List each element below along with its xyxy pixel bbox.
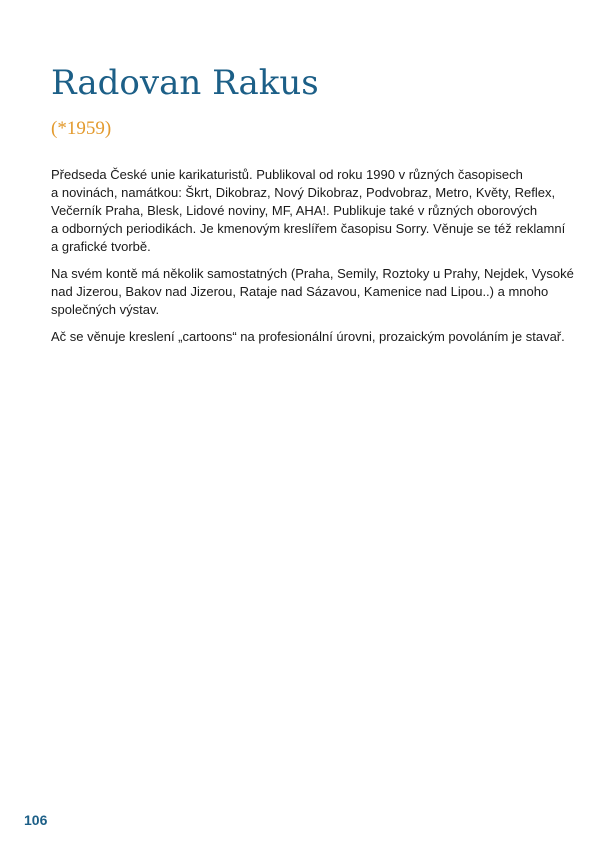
biography-text [51,166,574,355]
biography-paragraph-2 [51,265,574,319]
text-line: a novinách, namátkou: Škrt, Dikobraz, Nový Dikobraz, Podvobraz, Metro, Květy, Reflex, [51,185,556,200]
biography-paragraph-1 [51,166,566,256]
text-line: Předseda České unie karikaturistů. Publikoval od roku 1990 v různých časopisech [51,167,523,182]
text-line: a grafické tvorbě. [51,239,151,254]
page-number: 106 [24,812,48,828]
biography-paragraph-3 [51,328,566,346]
text-line: nad Jizerou, Bakov nad Jizerou, Rataje nad Sázavou, Kamenice nad Lipou..) a mnoho [51,284,549,299]
text-line: Ač se věnuje kreslení „cartoons“ na profesionální úrovni, prozaickým povoláním je stavař. [51,329,565,344]
page-title: Radovan Rakus [51,63,319,103]
text-line: společných výstav. [51,302,160,317]
birth-year: (*1959) [51,118,112,139]
text-line: a odborných periodikách. Je kmenovým kreslířem časopisu Sorry. Věnuje se též reklamní [51,221,566,236]
text-line: Večerník Praha, Blesk, Lidové noviny, MF, AHA!. Publikuje také v různých oborových [51,203,538,218]
text-line: Na svém kontě má několik samostatných (Praha, Semily, Roztoky u Prahy, Nejdek, Vysoké [51,266,574,281]
